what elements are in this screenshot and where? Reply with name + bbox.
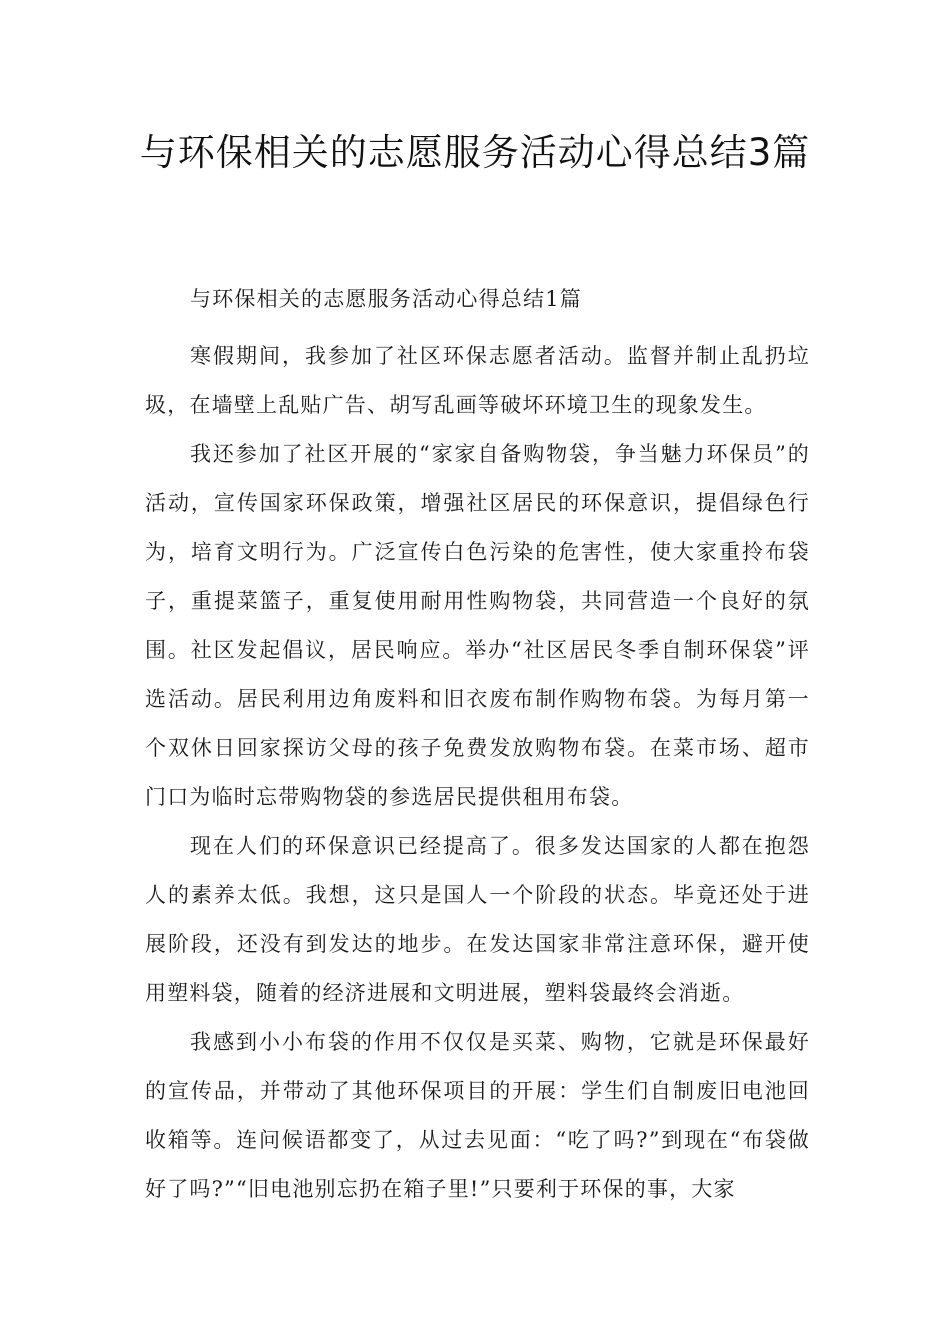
document-title: 与环保相关的志愿服务活动心得总结3篇 [139, 131, 811, 174]
document-body [145, 275, 810, 1214]
paragraph-4: 我感到小小布袋的作用不仅仅是买菜、购物，它就是环保最好的宣传品，并带动了其他环保项目的开展：学生们自制废旧电池回收箱等。连问候语都变了，从过去见面：“吃了吗?”到现在“布袋做好了吗?”“旧电池别忘扔在箱子里!”只要利于环保的事，大家 [145, 1030, 810, 1201]
section-heading: 与环保相关的志愿服务活动心得总结1篇 [190, 287, 582, 311]
paragraph-1: 寒假期间，我参加了社区环保志愿者活动。监督并制止乱扔垃圾，在墙壁上乱贴广告、胡写乱画等破坏环境卫生的现象发生。 [145, 344, 810, 417]
paragraph-2: 我还参加了社区开展的“家家自备购物袋，争当魅力环保员”的活动，宣传国家环保政策，增强社区居民的环保意识，提倡绿色行为，培育文明行为。广泛宣传白色污染的危害性，使大家重拎布袋子，重提菜篮子，重复使用耐用性购物袋，共同营造一个良好的氛围。社区发起倡议，居民响应。举办“社区居民冬季自制环保袋”评选活动。居民利用边角废料和旧衣废布制作购物布袋。为每月第一个双休日回家探访父母的孩子免费发放购物布袋。在菜市场、超市门口为临时忘带购物袋的参选居民提供租用布袋。 [145, 442, 810, 809]
paragraph-3: 现在人们的环保意识已经提高了。很多发达国家的人都在抱怨人的素养太低。我想，这只是国人一个阶段的状态。毕竟还处于进展阶段，还没有到发达的地步。在发达国家非常注意环保，避开使用塑料袋，随着的经济进展和文明进展，塑料袋最终会消逝。 [145, 834, 810, 1005]
